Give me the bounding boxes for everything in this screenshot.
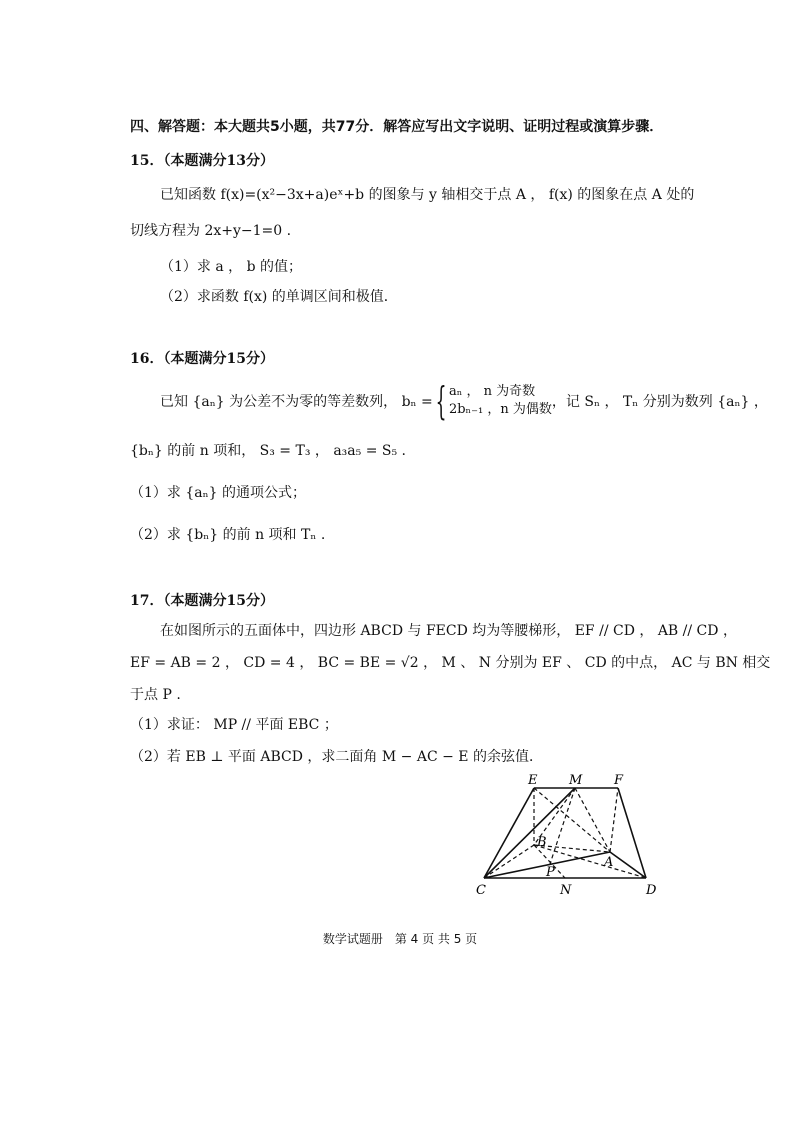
q15-part1: （1）求 a ， b 的值； bbox=[160, 259, 303, 275]
q15-line1: 已知函数 f(x)=(x²−3x+a)eˣ+b 的图象与 y 轴相交于点 A ， f(x) 的图象在点 A 处的 bbox=[160, 187, 695, 203]
label-B: B bbox=[537, 835, 547, 850]
page-footer: 数学试题册 第 4 页 共 5 页 bbox=[322, 932, 478, 946]
edge-CE bbox=[484, 788, 534, 878]
q16-case2: 2bₙ₋₁ ，n 为偶数 bbox=[448, 402, 552, 417]
q15-title: 15．（本题满分13分） bbox=[130, 153, 274, 169]
label-A: A bbox=[604, 855, 614, 870]
q17-line1: 在如图所示的五面体中，四边形 ABCD 与 FECD 均为等腰梯形， EF // CD ， AB // CD ， bbox=[160, 623, 737, 639]
edge-AD bbox=[610, 852, 646, 878]
q17-line2: EF = AB = 2 ， CD = 4 ， BC = BE = √2 ， M 、 N 分别为 EF 、 CD 的中点， AC 与 BN 相交 bbox=[130, 655, 771, 671]
edge-FD bbox=[618, 788, 646, 878]
label-D: D bbox=[646, 883, 657, 898]
label-E: E bbox=[528, 773, 538, 788]
q16-line1-post: ，记 Sₙ ， Tₙ 分别为数列 {aₙ} ， bbox=[551, 394, 768, 410]
q16-part1: （1）求 {aₙ} 的通项公式； bbox=[130, 485, 307, 501]
edge-MA bbox=[575, 788, 610, 852]
q16-line1 bbox=[160, 379, 768, 423]
q17-part1: （1）求证： MP // 平面 EBC ； bbox=[130, 717, 338, 733]
edge-CM bbox=[484, 788, 575, 878]
label-N: N bbox=[560, 883, 572, 898]
section-header: 四、解答题：本大题共5小题，共77分．解答应写出文字说明、证明过程或演算步骤． bbox=[130, 119, 664, 135]
q15-part2: （2）求函数 f(x) 的单调区间和极值． bbox=[160, 289, 398, 305]
label-C: C bbox=[476, 883, 486, 898]
pentahedron-figure bbox=[470, 770, 680, 900]
piecewise-cases bbox=[449, 383, 552, 419]
label-M: M bbox=[569, 773, 583, 788]
q17-title: 17．（本题满分15分） bbox=[130, 593, 274, 609]
label-F: F bbox=[614, 773, 624, 788]
q17-part2: （2）若 EB ⊥ 平面 ABCD ，求二面角 M − AC − E 的余弦值． bbox=[130, 749, 543, 765]
q16-title: 16．（本题满分15分） bbox=[130, 351, 274, 367]
q16-case1: aₙ ， n 为奇数 bbox=[448, 384, 536, 399]
label-P: P bbox=[546, 865, 555, 880]
q16-line2: {bₙ} 的前 n 项和， S₃ = T₃ ， a₃a₅ = S₅ . bbox=[130, 443, 406, 459]
q16-part2: （2）求 {bₙ} 的前 n 项和 Tₙ . bbox=[130, 527, 326, 543]
q16-line1-pre: 已知 {aₙ} 为公差不为零的等差数列， bₙ = bbox=[160, 394, 433, 410]
edge-AF bbox=[610, 788, 618, 852]
left-brace-icon: { bbox=[435, 379, 447, 423]
q15-line2: 切线方程为 2x+y−1=0 . bbox=[130, 223, 292, 239]
q17-line3: 于点 P . bbox=[130, 687, 181, 703]
